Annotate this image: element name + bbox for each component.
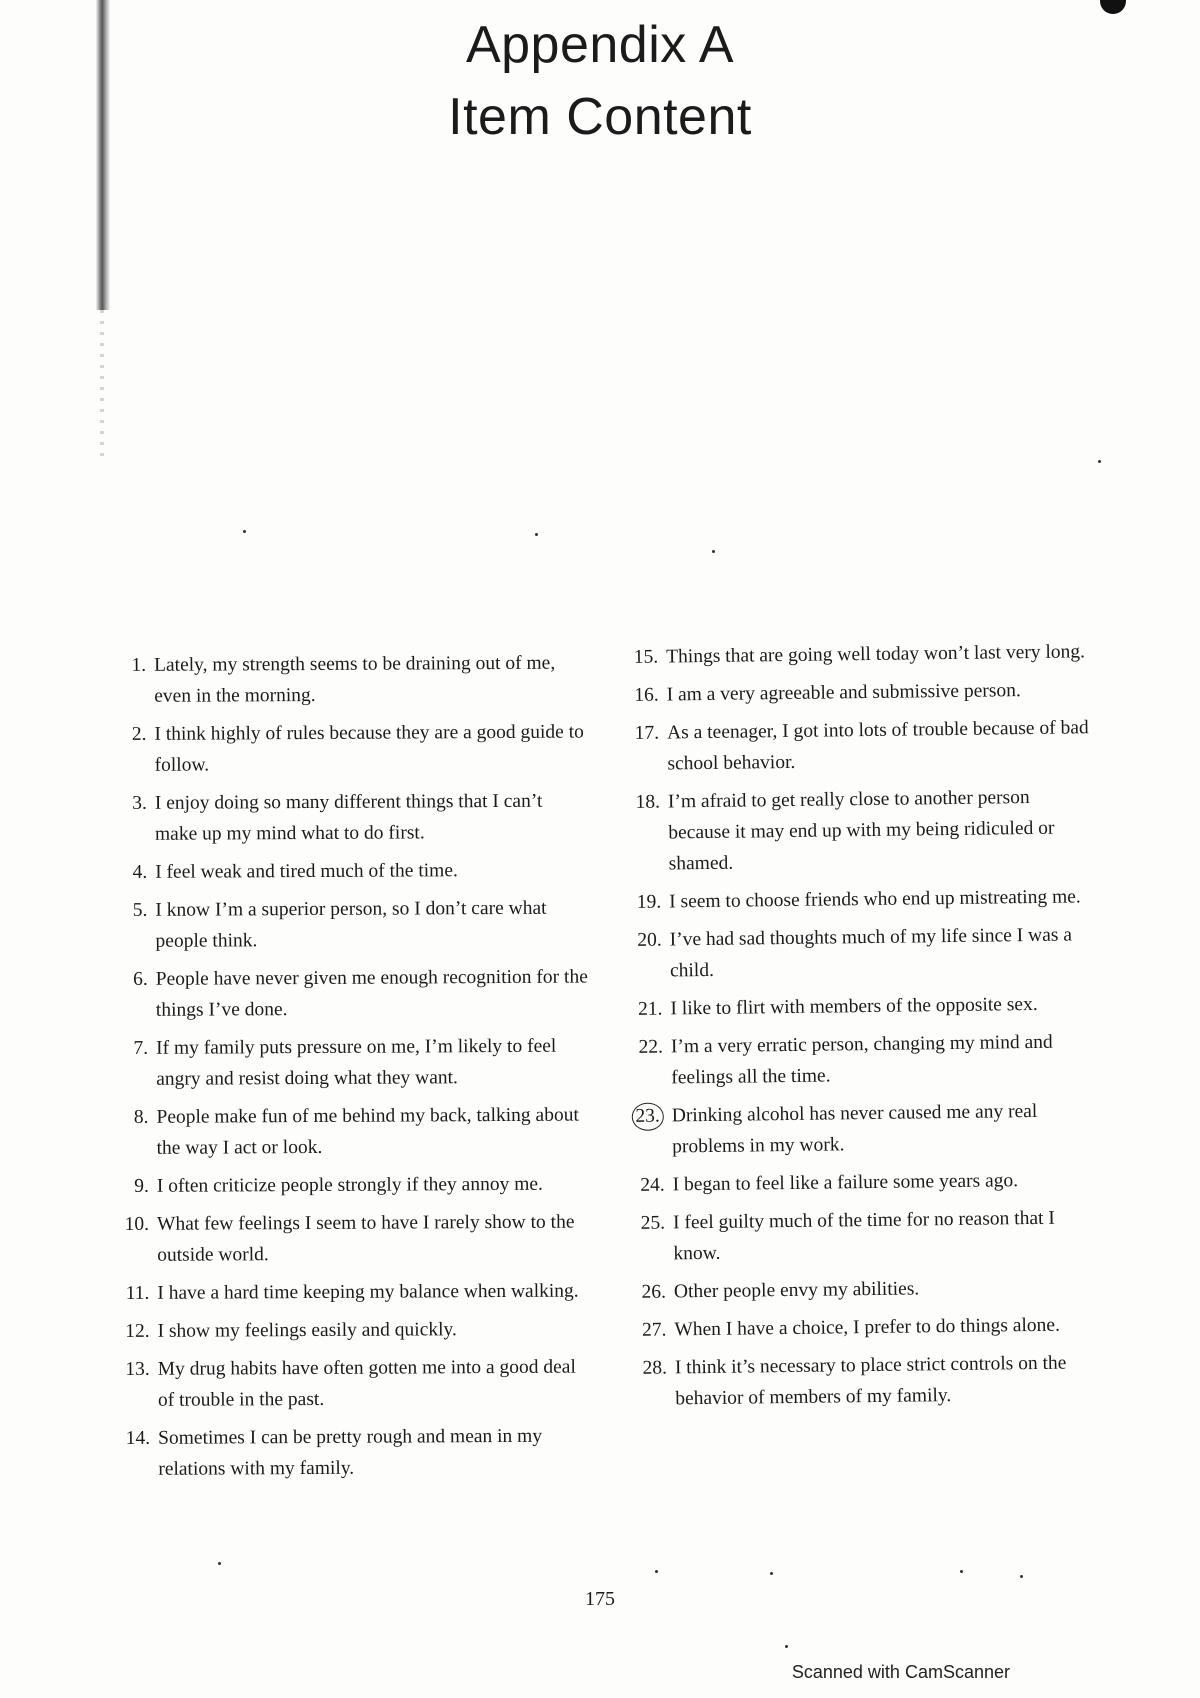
list-item [622,636,1092,673]
list-item [119,893,589,957]
item-number: 7. [133,1037,149,1059]
item-number: 20. [637,929,662,951]
list-item [122,1421,592,1485]
list-item [631,1347,1102,1415]
list-item-circled [628,1095,1099,1163]
scan-speck [770,1572,773,1575]
item-text: Lately, my strength seems to be draining out of me, even in the morning. [154,652,556,707]
item-text: People have never given me enough recognition for the things I’ve done. [155,966,588,1021]
item-number: 16. [634,684,659,706]
scan-speck [1020,1575,1023,1578]
list-item [630,1309,1100,1346]
list-item [121,1276,591,1309]
item-text: If my family puts pressure on me, I’m likely to feel angry and resist doing what they want. [156,1035,557,1090]
item-number: 9. [134,1175,149,1197]
item-text: I’m a very erratic person, changing my mind and feelings all the time. [670,1031,1053,1089]
item-text: What few feelings I seem to have I rarely show to the outside world. [156,1211,575,1266]
list-item [121,1207,591,1271]
item-text: My drug habits have often gotten me into a good deal of trouble in the past. [157,1356,576,1411]
item-number: 8. [133,1106,149,1128]
scan-speck [655,1570,658,1573]
item-list-right [622,636,1101,1422]
list-item [119,786,589,850]
item-text: I seem to choose friends who end up mistreating me. [669,886,1081,913]
scan-speck [712,550,715,553]
item-text: I think highly of rules because they are a good guide to follow. [154,721,584,776]
list-item [121,1314,591,1347]
list-item [120,1031,590,1095]
item-text: I am a very agreeable and submissive person. [666,680,1021,706]
item-number: 2. [131,723,147,745]
scan-speck [218,1562,221,1565]
item-text: I know I’m a superior person, so I don’t care what people think. [155,897,547,952]
item-text: I have a hard time keeping my balance when walking. [157,1280,579,1304]
scan-speck [785,1645,788,1648]
list-item [627,1026,1098,1094]
list-item [629,1202,1100,1270]
list-item [626,988,1096,1025]
page-title: Appendix A [465,16,735,74]
list-item [119,855,589,888]
scan-speck [960,1570,963,1573]
item-text: Things that are going well today won’t last very long. [666,641,1086,668]
page-subtitle: Item Content [448,88,752,146]
item-text: I often criticize people strongly if they annoy me. [156,1173,543,1197]
item-text: Sometimes I can be pretty rough and mean in my relations with my family. [158,1425,543,1480]
item-number: 11. [125,1282,150,1304]
list-item [623,712,1094,780]
binding-shadow-fade [100,310,104,460]
item-number: 24. [640,1174,665,1196]
item-text: I like to flirt with members of the opposite sex. [670,993,1038,1020]
scan-speck [535,533,538,536]
item-text: I feel weak and tired much of the time. [155,860,458,883]
list-item [120,1100,590,1164]
item-text: I enjoy doing so many different things that I can’t make up my mind what to do first. [154,790,543,845]
item-number: 17. [634,722,660,744]
item-text: I began to feel like a failure some years ago. [672,1170,1019,1196]
item-number: 15. [633,646,659,668]
item-list-left [118,648,592,1492]
item-number: 3. [132,792,147,814]
binding-shadow [96,0,110,310]
scan-corner-mark [1100,0,1126,14]
item-text: Other people envy my abilities. [673,1278,920,1303]
item-number: 4. [132,861,148,883]
item-text: I think it’s necessary to place strict controls on the behavior of members of my family. [674,1352,1067,1410]
item-number: 5. [132,899,148,921]
item-text: I show my feelings easily and quickly. [157,1319,457,1342]
list-item [118,648,588,712]
list-item [120,962,590,1026]
scan-speck [1098,460,1101,463]
item-text: As a teenager, I got into lots of trouble because of bad school behavior. [666,717,1089,775]
item-number: 12. [125,1320,150,1342]
list-item [624,781,1095,880]
item-number: 1. [131,654,147,676]
item-number: 14. [125,1427,151,1449]
list-item [121,1169,591,1202]
handwritten-circle-mark: 23. [631,1103,664,1131]
list-item [122,1352,592,1416]
item-text: I’m afraid to get really close to another person because it may end up with my being ridiculed or shamed. [667,787,1055,875]
item-text: Drinking alcohol has never caused me any real problems in my work. [671,1100,1038,1158]
item-text: When I have a choice, I prefer to do things alone. [674,1314,1061,1341]
item-number: 25. [640,1212,666,1234]
item-number [628,1100,672,1132]
item-text: I’ve had sad thoughts much of my life since I was a child. [669,924,1073,982]
item-number: 19. [636,891,662,913]
item-number: 18. [635,791,661,813]
item-number: 13. [125,1358,150,1380]
list-item [625,919,1096,987]
list-item [118,717,588,781]
item-number: 22. [638,1036,664,1058]
scanner-watermark: Scanned with CamScanner [791,1662,1010,1682]
page-number: 175 [585,1588,615,1610]
item-number: 28. [642,1357,668,1379]
list-item [622,674,1092,711]
item-number: 10. [124,1213,150,1235]
list-item [630,1271,1100,1308]
list-item [625,881,1095,918]
item-number: 21. [637,998,663,1020]
item-text: I feel guilty much of the time for no reason that I know. [672,1207,1055,1265]
item-number: 6. [133,968,148,990]
title-block [300,14,900,148]
item-number: 27. [641,1319,667,1341]
item-text: People make fun of me behind my back, talking about the way I act or look. [156,1104,579,1159]
list-item [628,1164,1098,1201]
scan-speck [243,530,246,533]
item-number: 26. [641,1281,667,1303]
